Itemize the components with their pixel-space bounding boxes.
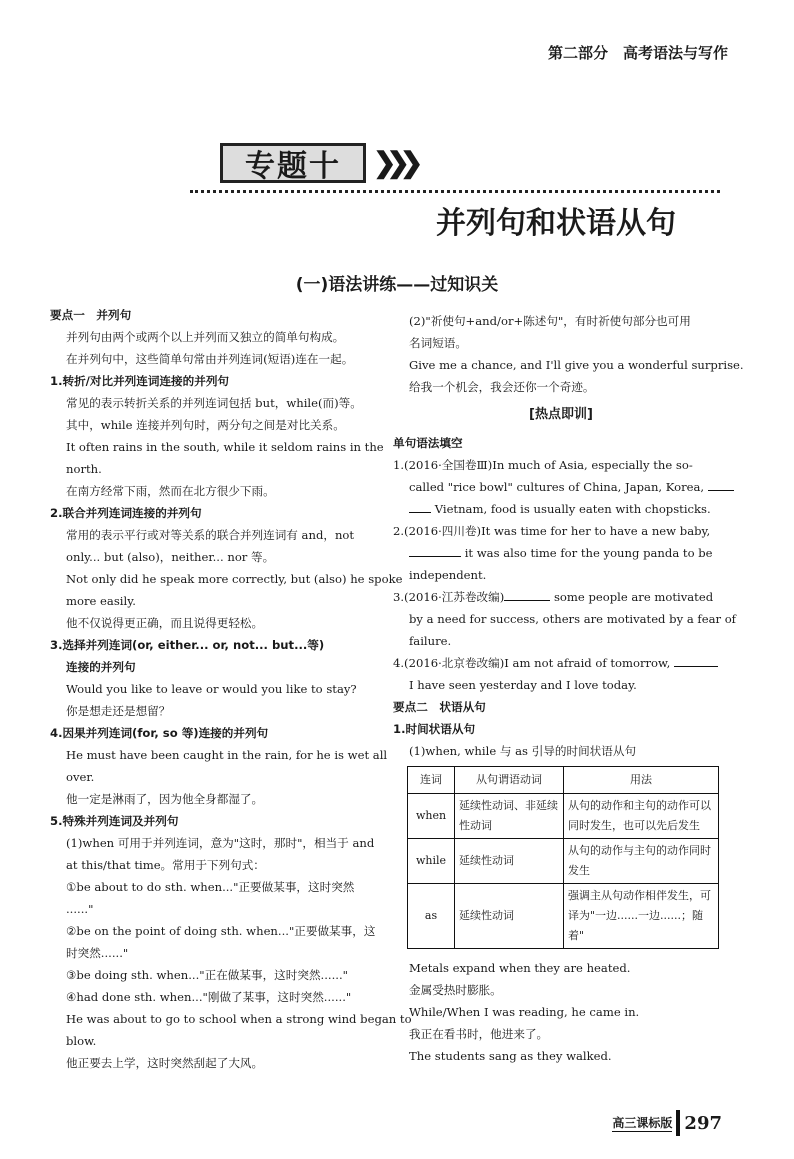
text-line: 名词短语。	[409, 336, 467, 350]
table-cell: 从句的动作和主句的动作可以同时发生，也可以先后发生	[564, 794, 719, 839]
example-line: more easily.	[66, 594, 136, 608]
pattern-line: ③be doing sth. when..."正在做某事，这时突然......"	[66, 968, 348, 982]
question-line: Vietnam, food is usually eaten with chopsticks.	[393, 498, 729, 520]
question-1: 1.(2016·全国卷Ⅲ)In much of Asia, especially the so-	[393, 458, 693, 472]
running-header: 第二部分 高考语法与写作	[547, 44, 728, 62]
example-line: over.	[66, 770, 95, 784]
example-line: blow.	[66, 1034, 97, 1048]
pattern-line: ①be about to do sth. when..."正要做某事，这时突然	[66, 880, 355, 894]
translation-line: 金属受热时膨胀。	[409, 983, 502, 997]
table-cell: as	[408, 884, 455, 949]
sub-heading: 2.联合并列连词连接的并列句	[50, 506, 202, 520]
answer-blank[interactable]	[708, 478, 734, 491]
page-footer	[612, 1110, 722, 1136]
question-line: independent.	[409, 568, 487, 582]
translation-line: 他不仅说得更正确，而且说得更轻松。	[66, 616, 264, 630]
pattern-line: ②be on the point of doing sth. when..."正要做某事，这	[66, 924, 376, 938]
table-header: 用法	[564, 767, 719, 794]
dotted-divider	[190, 190, 720, 193]
text-line: 在并列句中，这些简单句常由并列连词(短语)连在一起。	[66, 352, 354, 366]
table-cell: while	[408, 839, 455, 884]
table-row	[408, 839, 719, 884]
pattern-line: ④had done sth. when..."刚做了某事，这时突然......"	[66, 990, 352, 1004]
sub-heading: 1.转折/对比并列连词连接的并列句	[50, 374, 230, 388]
table-cell: when	[408, 794, 455, 839]
table-cell: 延续性动词	[455, 839, 564, 884]
question-line: by a need for success, others are motivated by a fear of	[409, 612, 736, 626]
topic-title: 并列句和状语从句	[436, 206, 676, 241]
table-row	[408, 884, 719, 949]
table-cell: 强调主从句动作相伴发生，可译为"一边......一边......；随着"	[564, 884, 719, 949]
page-number: 297	[684, 1112, 722, 1134]
sub-heading: 4.因果并列连词(for, so 等)连接的并列句	[50, 726, 269, 740]
pattern-line: ......"	[66, 902, 94, 916]
topic-label-box	[220, 143, 366, 183]
example-line: The students sang as they walked.	[409, 1049, 612, 1063]
sub-heading: 1.时间状语从句	[393, 722, 476, 736]
example-line: Metals expand when they are heated.	[409, 961, 631, 975]
translation-line: 他一定是淋雨了，因为他全身都湿了。	[66, 792, 264, 806]
translation-line: 在南方经常下雨，然而在北方很少下雨。	[66, 484, 275, 498]
hot-practice-label: [热点即训]	[529, 407, 593, 422]
answer-blank[interactable]	[674, 654, 718, 667]
translation-line: 你是想走还是想留？	[66, 704, 171, 718]
question-line: it was also time for the young panda to be	[393, 542, 729, 564]
question-4: 4.(2016·北京卷改编)I am not afraid of tomorrow,	[393, 652, 729, 674]
table-header-row	[408, 767, 719, 794]
table-cell: 延续性动词、非延续性动词	[455, 794, 564, 839]
text-line: only... but (also)，neither... nor 等。	[66, 550, 275, 564]
text-line: 常用的表示平行或对等关系的联合并列连词有 and，not	[66, 528, 355, 542]
question-line: called "rice bowl" cultures of China, Japan, Korea,	[393, 476, 729, 498]
example-line: Not only did he speak more correctly, but (also) he spoke	[66, 572, 403, 586]
sub-heading-cont: 连接的并列句	[66, 660, 136, 674]
text-line: (1)when, while 与 as 引导的时间状语从句	[409, 744, 637, 758]
translation-line: 我正在看书时，他进来了。	[409, 1027, 549, 1041]
edition-tag: 高三课标版	[612, 1116, 673, 1130]
point-heading: 要点一 并列句	[50, 308, 132, 322]
example-line: It often rains in the south, while it seldom rains in the	[66, 440, 384, 454]
answer-blank[interactable]	[504, 588, 550, 601]
left-column	[50, 304, 412, 1074]
text-line: 常见的表示转折关系的并列连词包括 but，while(而)等。	[66, 396, 362, 410]
translation-line: 给我一个机会，我会还你一个奇迹。	[409, 380, 595, 394]
text-line: 并列句由两个或两个以上并列而又独立的简单句构成。	[66, 330, 345, 344]
point-heading: 要点二 状语从句	[393, 700, 486, 714]
example-line: Give me a chance, and I'll give you a wonderful surprise.	[409, 358, 744, 372]
right-column	[393, 310, 744, 1067]
example-line: Would you like to leave or would you like to stay?	[66, 682, 357, 696]
table-cell: 从句的动作与主句的动作同时发生	[564, 839, 719, 884]
chevron-arrows-icon: ❯❯❯	[373, 146, 414, 179]
example-line: north.	[66, 462, 102, 476]
table-header: 从句谓语动词	[455, 767, 564, 794]
table-cell: 延续性动词	[455, 884, 564, 949]
footer-bar	[676, 1110, 680, 1136]
question-3: 3.(2016·江苏卷改编) some people are motivated	[393, 590, 714, 604]
table-header: 连词	[408, 767, 455, 794]
example-line: He must have been caught in the rain, for he is wet all	[66, 748, 388, 762]
translation-line: 他正要去上学，这时突然刮起了大风。	[66, 1056, 264, 1070]
answer-blank[interactable]	[409, 500, 431, 513]
question-line: failure.	[409, 634, 452, 648]
sub-heading: 5.特殊并列连词及并列句	[50, 814, 179, 828]
section-title: (一)语法讲练——过知识关	[295, 275, 499, 295]
pattern-line: 时突然......"	[66, 946, 129, 960]
exercise-heading: 单句语法填空	[393, 436, 463, 450]
example-line: While/When I was reading, he came in.	[409, 1005, 640, 1019]
conjunction-usage-table	[407, 766, 719, 949]
question-2: 2.(2016·四川卷)It was time for her to have a new baby,	[393, 524, 711, 538]
table-row	[408, 794, 719, 839]
question-line: I have seen yesterday and I love today.	[409, 678, 637, 692]
sub-heading: 3.选择并列连词(or, either... or, not... but...等)	[50, 638, 325, 652]
example-line: He was about to go to school when a strong wind began to	[66, 1012, 412, 1026]
text-line: (2)"祈使句+and/or+陈述句"，有时祈使句部分也可用	[409, 314, 691, 328]
text-line: (1)when 可用于并列连词，意为"这时，那时"，相当于 and	[66, 836, 375, 850]
topic-label: 专题十	[245, 149, 341, 184]
text-line: 其中，while 连接并列句时，两分句之间是对比关系。	[66, 418, 345, 432]
answer-blank[interactable]	[409, 544, 461, 557]
text-line: at this/that time。常用于下列句式：	[66, 858, 265, 872]
